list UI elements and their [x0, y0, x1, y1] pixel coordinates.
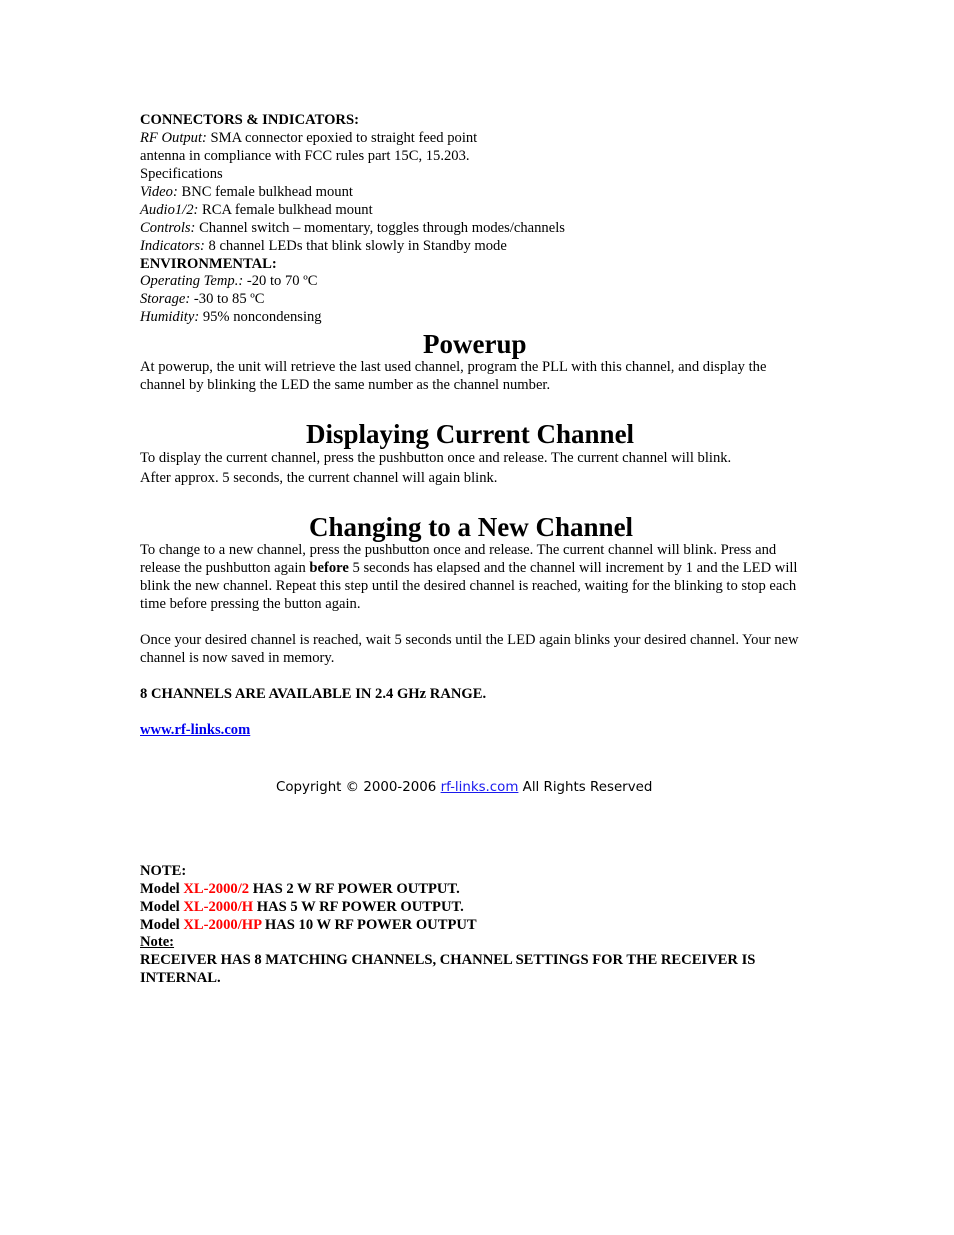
website-link-line [140, 721, 250, 739]
note-heading: NOTE: [140, 863, 187, 879]
rf-output-line-2: antenna in compliance with FCC rules part 15C, 15.203. [140, 148, 470, 164]
storage-label: Storage: [140, 291, 191, 307]
operating-temp-label: Operating Temp.: [140, 273, 244, 289]
humidity-text: 95% noncondensing [199, 309, 322, 325]
change-channel-text-2: Once your desired channel is reached, wait 5 seconds until the LED again blinks your desired channel. Your new channel is now saved in memory. [140, 632, 799, 666]
rf-output-line [140, 129, 477, 147]
connectors-heading: CONNECTORS & INDICATORS: [140, 112, 359, 128]
copyright-link[interactable]: rf-links.com [440, 780, 519, 795]
change-channel-title: Changing to a New Channel [309, 512, 634, 542]
website-link[interactable]: www.rf-links.com [140, 722, 251, 738]
change-channel-before: before [309, 560, 349, 576]
model-line-3 [140, 916, 477, 934]
humidity-line [140, 308, 322, 326]
indicators-label: Indicators: [140, 238, 205, 254]
powerup-title: Powerup [423, 329, 527, 359]
indicators-line [140, 237, 507, 255]
controls-label: Controls: [140, 220, 196, 236]
specifications-line: Specifications [140, 166, 223, 182]
rf-output-text: SMA connector epoxied to straight feed point [206, 130, 478, 146]
model-name: XL-2000/2 [183, 881, 250, 897]
storage-line [140, 290, 265, 308]
indicators-text: 8 channel LEDs that blink slowly in Standby mode [204, 238, 507, 254]
environmental-heading: ENVIRONMENTAL: [140, 256, 277, 272]
model-name: XL-2000/HP [183, 917, 262, 933]
storage-text: -30 to 85 ºC [190, 291, 265, 307]
copyright-prefix: Copyright © 2000-2006 [276, 780, 441, 795]
model-prefix: Model [140, 917, 184, 933]
change-channel-text-a: To change to a new channel, press the pushbutton once and release. The current channel will blink. Press and release the pushbutton again [140, 542, 777, 576]
change-channel-text [140, 541, 815, 613]
change-channel-text-b: 5 seconds has elapsed and the channel will increment by 1 and the LED will blink the new channel. Repeat this step until the desired channel is reached, waiting for the blinking to stop each time before pressing the button again. [140, 560, 798, 612]
model-name: XL-2000/H [183, 899, 254, 915]
operating-temp-text: -20 to 70 ºC [243, 273, 318, 289]
note2-heading: Note: [140, 934, 175, 950]
copyright-suffix: All Rights Reserved [518, 780, 653, 795]
rf-output-label: RF Output: [140, 130, 207, 146]
humidity-label: Humidity: [140, 309, 200, 325]
controls-line [140, 219, 565, 237]
display-channel-line-2: After approx. 5 seconds, the current channel will again blink. [140, 470, 498, 486]
audio-label: Audio1/2: [140, 202, 199, 218]
display-channel-title: Displaying Current Channel [306, 419, 635, 449]
operating-temp-line [140, 272, 318, 290]
copyright-line [276, 779, 652, 797]
model-text: HAS 5 W RF POWER OUTPUT. [253, 899, 464, 915]
model-line-2 [140, 898, 464, 916]
video-label: Video: [140, 184, 178, 200]
model-text: HAS 2 W RF POWER OUTPUT. [249, 881, 460, 897]
controls-text: Channel switch – momentary, toggles through modes/channels [195, 220, 565, 236]
model-text: HAS 10 W RF POWER OUTPUT [261, 917, 477, 933]
video-line [140, 183, 353, 201]
channels-note: 8 CHANNELS ARE AVAILABLE IN 2.4 GHz RANGE. [140, 686, 487, 702]
audio-text: RCA female bulkhead mount [198, 202, 373, 218]
model-line-1 [140, 880, 460, 898]
model-prefix: Model [140, 881, 184, 897]
receiver-note: RECEIVER HAS 8 MATCHING CHANNELS, CHANNEL SETTINGS FOR THE RECEIVER IS INTERNAL. [140, 952, 756, 986]
video-text: BNC female bulkhead mount [177, 184, 353, 200]
audio-line [140, 201, 373, 219]
display-channel-line-1: To display the current channel, press the pushbutton once and release. The current channel will blink. [140, 450, 732, 466]
powerup-text: At powerup, the unit will retrieve the last used channel, program the PLL with this channel, and display the channel by blinking the LED the same number as the channel number. [140, 359, 767, 393]
model-prefix: Model [140, 899, 184, 915]
